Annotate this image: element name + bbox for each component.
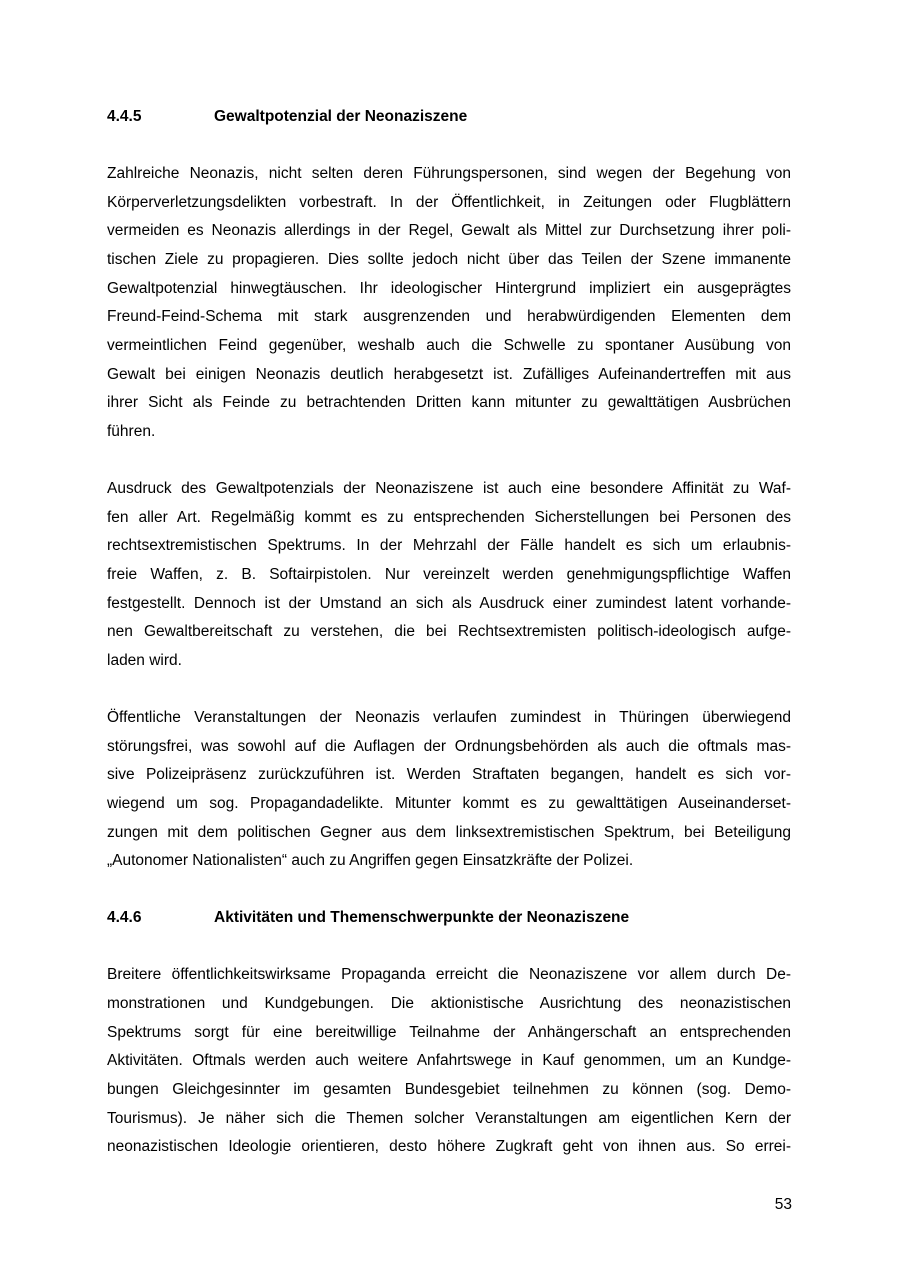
text-line: Breitere öffentlichkeitswirksame Propaganda erreicht die Neonaziszene vor allem durch De- [107, 966, 791, 983]
text-line: Öffentliche Veranstaltungen der Neonazis verlaufen zumindest in Thüringen überwiegend [107, 709, 791, 726]
section-title: Aktivitäten und Themenschwerpunkte der Neonaziszene [214, 909, 630, 926]
text-line: wiegend um sog. Propagandadelikte. Mitunter kommt es zu gewalttätigen Auseinanderset- [107, 795, 791, 812]
text-line: Gewalt bei einigen Neonazis deutlich herabgesetzt ist. Zufälliges Aufeinandertreffen mit aus [107, 366, 791, 383]
text-line: zungen mit dem politischen Gegner aus dem linksextremistischen Spektrum, bei Beteiligung [107, 824, 791, 841]
text-line: laden wird. [107, 652, 182, 669]
section-number: 4.4.5 [107, 108, 142, 125]
text-line: Zahlreiche Neonazis, nicht selten deren Führungspersonen, sind wegen der Begehung von [107, 165, 791, 182]
text-line: nen Gewaltbereitschaft zu verstehen, die bei Rechtsextremisten politisch-ideologisch aufge- [107, 623, 791, 640]
text-line: rechtsextremistischen Spektrums. In der Mehrzahl der Fälle handelt es sich um erlaubnis- [107, 537, 791, 554]
section-number: 4.4.6 [107, 909, 142, 926]
text-line: neonazistischen Ideologie orientieren, desto höhere Zugkraft geht von ihnen aus. So errei- [107, 1138, 791, 1155]
text-line: Körperverletzungsdelikten vorbestraft. In der Öffentlichkeit, in Zeitungen oder Flugblättern [107, 194, 791, 211]
text-line: führen. [107, 423, 156, 440]
text-line: Gewaltpotenzial hinwegtäuschen. Ihr ideologischer Hintergrund impliziert ein ausgeprägtes [107, 280, 791, 297]
section-title: Gewaltpotenzial der Neonaziszene [214, 108, 468, 125]
text-line: Tourismus). Je näher sich die Themen solcher Veranstaltungen am eigentlichen Kern der [107, 1110, 791, 1127]
section-heading-4-4-5 [107, 107, 797, 127]
text-line: Aktivitäten. Oftmals werden auch weitere Anfahrtswege in Kauf genommen, um an Kundge- [107, 1052, 791, 1069]
text-line: bungen Gleichgesinnter im gesamten Bundesgebiet teilnehmen zu können (sog. Demo- [107, 1081, 791, 1098]
text-line: Spektrums sorgt für eine bereitwillige Teilnahme der Anhängerschaft an entsprechenden [107, 1024, 791, 1041]
text-line: störungsfrei, was sowohl auf die Auflagen der Ordnungsbehörden als auch die oftmals mas- [107, 738, 791, 755]
text-line: freie Waffen, z. B. Softairpistolen. Nur vereinzelt werden genehmigungspflichtige Waffen [107, 566, 791, 583]
page-number: 53 [774, 1196, 792, 1213]
text-line: ihrer Sicht als Feinde zu betrachtenden Dritten kann mitunter zu gewalttätigen Ausbrüchen [107, 394, 791, 411]
text-line: vermeiden es Neonazis allerdings in der Regel, Gewalt als Mittel zur Durchsetzung ihrer poli- [107, 222, 791, 239]
text-line: „Autonomer Nationalisten“ auch zu Angriffen gegen Einsatzkräfte der Polizei. [107, 852, 634, 869]
text-line: Freund-Feind-Schema mit stark ausgrenzenden und herabwürdigenden Elementen dem [107, 308, 791, 325]
text-line: vermeintlichen Feind gegenüber, weshalb auch die Schwelle zu spontaner Ausübung von [107, 337, 791, 354]
text-line: tischen Ziele zu propagieren. Dies sollte jedoch nicht über das Teilen der Szene immanente [107, 251, 791, 268]
section-heading-4-4-6 [107, 908, 797, 928]
text-line: festgestellt. Dennoch ist der Umstand an sich als Ausdruck einer zumindest latent vorhande- [107, 595, 791, 612]
text-line: monstrationen und Kundgebungen. Die aktionistische Ausrichtung des neonazistischen [107, 995, 791, 1012]
text-line: fen aller Art. Regelmäßig kommt es zu entsprechenden Sicherstellungen bei Personen des [107, 509, 791, 526]
text-line: sive Polizeipräsenz zurückzuführen ist. Werden Straftaten begangen, handelt es sich vor- [107, 766, 791, 783]
text-line: Ausdruck des Gewaltpotenzials der Neonaziszene ist auch eine besondere Affinität zu Waf- [107, 480, 791, 497]
